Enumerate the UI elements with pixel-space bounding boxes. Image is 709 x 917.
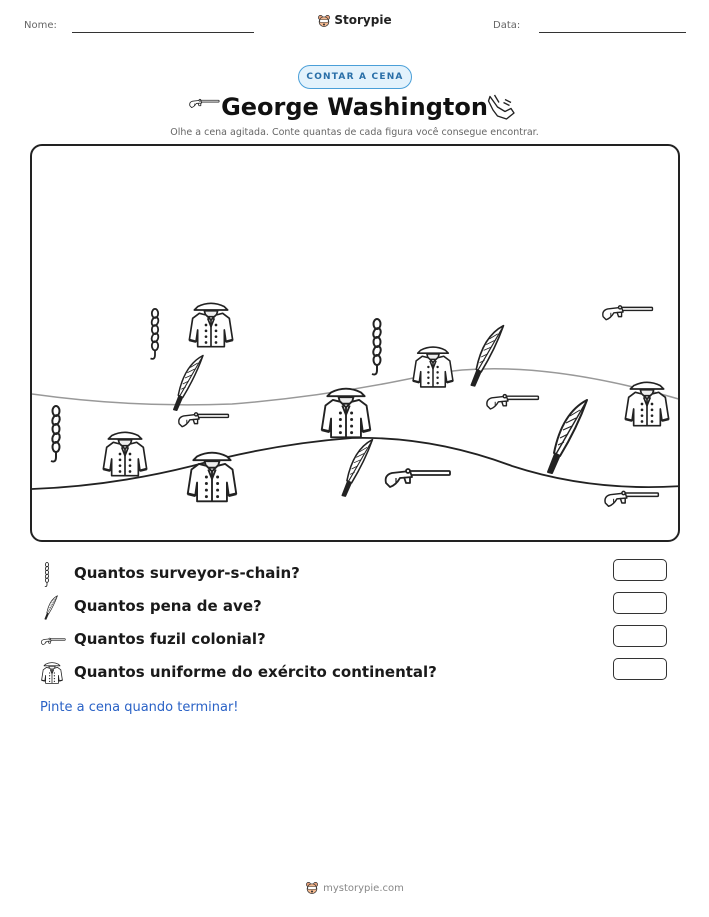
surveyor-chain-icon xyxy=(372,319,382,375)
chain-icon xyxy=(40,562,54,588)
musket-icon xyxy=(603,306,653,320)
continental-uniform-icon xyxy=(103,432,146,475)
question-text: Quantos fuzil colonial? xyxy=(74,630,266,648)
hidden-object-scene[interactable] xyxy=(30,144,680,542)
question-text: Quantos surveyor-s-chain? xyxy=(74,564,300,582)
footer xyxy=(0,881,709,895)
storypie-logo-icon xyxy=(305,881,319,895)
musket-icon xyxy=(179,413,229,427)
footer-url[interactable]: mystorypie.com xyxy=(323,883,404,894)
brand xyxy=(0,13,709,28)
quill-icon xyxy=(471,326,503,386)
quill-icon xyxy=(342,440,372,497)
surveyor-chain-icon xyxy=(51,406,61,462)
name-label: Nome: xyxy=(24,20,57,31)
answer-box-chain[interactable] xyxy=(613,559,667,581)
date-label: Data: xyxy=(493,20,521,31)
continental-uniform-icon xyxy=(413,347,453,387)
musket-icon xyxy=(40,634,66,648)
page-title: George Washington xyxy=(221,93,488,121)
instructions: Olhe a cena agitada. Conte quantas de cada figura você consegue encontrar. xyxy=(170,127,539,138)
surveyor-chain-icon xyxy=(151,309,160,359)
storypie-logo-icon xyxy=(317,14,331,28)
question-text: Quantos pena de ave? xyxy=(74,597,262,615)
back-hill-line xyxy=(32,369,680,405)
scene-drawing xyxy=(32,146,680,542)
name-line[interactable] xyxy=(72,32,254,33)
continental-uniform-icon xyxy=(188,453,237,502)
uniform-icon xyxy=(40,661,64,685)
question-text: Quantos uniforme do exército continental? xyxy=(74,663,437,681)
answer-box-musket[interactable] xyxy=(613,625,667,647)
hand-quill-icon xyxy=(487,92,517,122)
musket-icon xyxy=(386,469,450,487)
answer-box-uniform[interactable] xyxy=(613,658,667,680)
quill-icon xyxy=(40,595,62,621)
answer-box-quill[interactable] xyxy=(613,592,667,614)
quill-icon xyxy=(548,400,587,473)
date-line[interactable] xyxy=(539,32,686,33)
continental-uniform-icon xyxy=(322,389,371,438)
quill-icon xyxy=(174,356,203,411)
continental-uniform-icon xyxy=(189,303,232,346)
activity-badge: CONTAR A CENA xyxy=(298,65,412,89)
musket-icon xyxy=(487,395,539,409)
continental-uniform-icon xyxy=(625,382,668,425)
musket-icon xyxy=(605,491,658,506)
brand-name: Storypie xyxy=(334,13,392,27)
footer-note: Pinte a cena quando terminar! xyxy=(40,700,239,715)
